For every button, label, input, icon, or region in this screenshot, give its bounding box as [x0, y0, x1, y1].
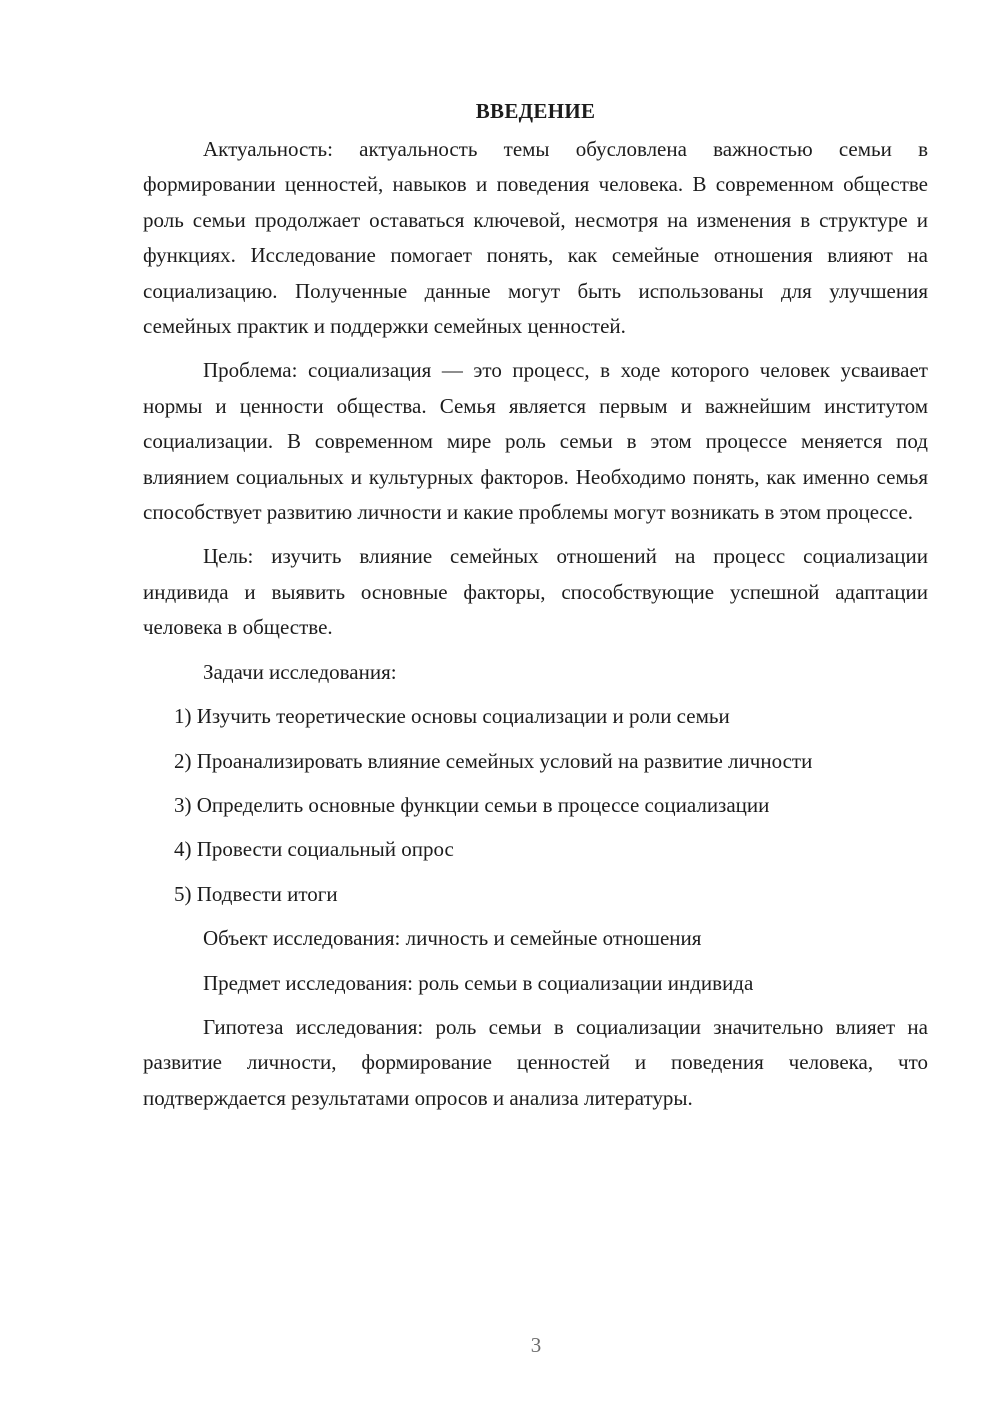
task-item-5: 5) Подвести итоги: [174, 881, 338, 906]
document-page: [143, 96, 928, 1125]
task-item-2: 2) Проанализировать влияние семейных условий на развитие личности: [174, 748, 813, 773]
section-title: ВВЕДЕНИЕ: [475, 99, 596, 123]
task-item-3: 3) Определить основные функции семьи в процессе социализации: [174, 792, 770, 817]
paragraph-tasks-heading: Задачи исследования:: [203, 659, 397, 684]
task-item-4: 4) Провести социальный опрос: [174, 837, 454, 862]
paragraph-goal: Цель: изучить влияние семейных отношений на процесс социализации индивида и выявить основные факторы, способствующие успешной адаптации человека в обществе.: [143, 544, 928, 640]
paragraph-object: Объект исследования: личность и семейные отношения: [203, 926, 702, 951]
paragraph-hypothesis: Гипотеза исследования: роль семьи в социализации значительно влияет на развитие личности, формирование ценностей и поведения человека, что подтверждается результатами опросов и анализа литературы.: [143, 1014, 928, 1110]
paragraph-problem: Проблема: социализация — это процесс, в ходе которого человек усваивает нормы и ценности общества. Семья является первым и важнейшим институтом социализации. В современном мире роль семьи в этом процессе меняется под влиянием социальных и культурных факторов. Необходимо понять, как именно семья способствует развитию личности и какие проблемы могут возникать в этом процессе.: [143, 358, 928, 525]
paragraph-subject: Предмет исследования: роль семьи в социализации индивида: [203, 970, 754, 995]
page-number: 3: [530, 1333, 542, 1357]
task-item-1: 1) Изучить теоретические основы социализации и роли семьи: [174, 704, 730, 729]
paragraph-relevance: Актуальность: актуальность темы обусловлена важностью семьи в формировании ценностей, навыков и поведения человека. В современном обществе роль семьи продолжает оставаться ключевой, несмотря на изменения в структуре и функциях. Исследование помогает понять, как семейные отношения влияют на социализацию. Полученные данные могут быть использованы для улучшения семейных практик и поддержки семейных ценностей.: [143, 137, 928, 339]
